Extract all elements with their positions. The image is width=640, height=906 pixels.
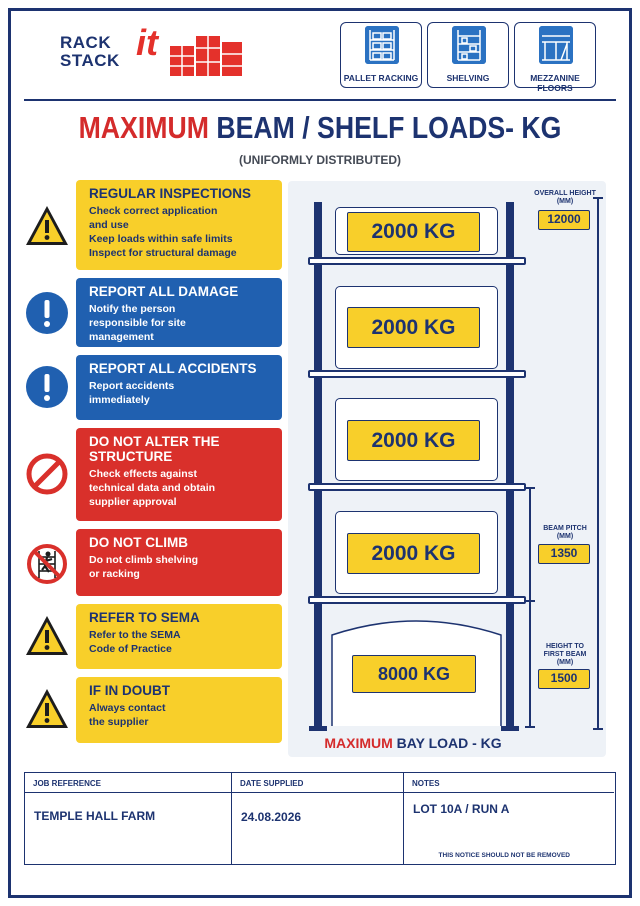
notice-body: Check effects against technical data and obtain supplier approval — [89, 468, 216, 508]
notice-report-accidents — [76, 355, 282, 420]
logo — [60, 22, 250, 80]
warning-triangle-icon — [24, 686, 70, 732]
notice-do-not-alter — [76, 428, 282, 521]
logo-boxes-icon — [168, 30, 244, 78]
notice-heading: REGULAR INSPECTIONS — [89, 186, 252, 201]
title-emphasis: MAXIMUM — [78, 110, 209, 145]
rack-beam — [308, 596, 526, 604]
notes-value: LOT 10A / RUN A — [413, 802, 510, 816]
rack-beam — [308, 257, 526, 265]
pallet-racking-icon — [365, 26, 399, 64]
job-info-table — [24, 772, 616, 865]
beam-pitch-line — [529, 487, 531, 727]
beam-load-level-4: 2000 KG — [347, 533, 480, 574]
header-divider — [24, 99, 616, 101]
beam-load-base: 8000 KG — [352, 655, 476, 693]
notice-heading: REPORT ALL DAMAGE — [89, 284, 239, 299]
page-title — [45, 110, 595, 146]
notes-header: NOTES — [404, 773, 614, 793]
overall-height-value: 12000 — [538, 210, 590, 230]
mandatory-exclamation-icon — [24, 290, 70, 336]
logo-line1: RACK — [60, 33, 112, 52]
notice-heading: DO NOT ALTER THE STRUCTURE — [89, 434, 220, 464]
date-supplied-header: DATE SUPPLIED — [232, 773, 403, 793]
warning-triangle-icon — [24, 203, 70, 249]
category-pallet-racking — [340, 22, 422, 88]
notice-body: Check correct application and use Keep loads within safe limits Inspect for structural damage — [89, 205, 237, 259]
notice-body: Refer to the SEMA Code of Practice — [89, 629, 181, 655]
notice-heading: DO NOT CLIMB — [89, 535, 188, 550]
warning-triangle-icon — [24, 613, 70, 659]
dimension-tick — [525, 726, 535, 728]
job-reference-value: TEMPLE HALL FARM — [34, 809, 156, 823]
category-label: SHELVING — [446, 73, 490, 83]
rack-beam — [308, 483, 526, 491]
beam-load-level-1: 2000 KG — [347, 212, 480, 252]
notice-body: Notify the person responsible for site management — [89, 303, 186, 343]
dimension-tick — [525, 487, 535, 489]
notice-heading: REFER TO SEMA — [89, 610, 200, 625]
category-mezzanine — [514, 22, 596, 93]
rack-upright-left — [314, 202, 322, 729]
mandatory-exclamation-icon — [24, 364, 70, 410]
category-label: PALLET RACKING — [343, 73, 419, 83]
logo-mark: it — [136, 22, 158, 63]
bay-load-emphasis: MAXIMUM — [324, 735, 393, 751]
first-beam-value: 1500 — [538, 669, 590, 689]
notes-column — [404, 773, 614, 864]
category-label: MEZZANINE FLOORS — [530, 73, 580, 93]
page-subtitle: (UNIFORMLY DISTRIBUTED) — [239, 153, 401, 167]
bay-load-caption — [288, 735, 538, 751]
mezzanine-icon — [539, 26, 573, 64]
rack-beam — [308, 370, 526, 378]
notice-body: Report accidents immediately — [89, 380, 175, 406]
beam-pitch-value: 1350 — [538, 544, 590, 564]
rack-foot-right — [501, 726, 519, 731]
dimension-tick — [525, 600, 535, 602]
beam-load-level-3: 2000 KG — [347, 420, 480, 461]
notice-do-not-climb — [76, 529, 282, 596]
first-beam-label: HEIGHT TO FIRST BEAM (MM) — [543, 643, 587, 666]
notice-refer-to-sema — [76, 604, 282, 669]
logo-line2: STACK — [60, 51, 120, 70]
no-climbing-icon — [24, 541, 70, 587]
overall-height-label: OVERALL HEIGHT (MM) — [534, 190, 596, 205]
footer-note: THIS NOTICE SHOULD NOT BE REMOVED — [438, 852, 570, 859]
date-supplied-column — [232, 773, 404, 864]
job-reference-header: JOB REFERENCE — [25, 773, 231, 793]
notice-body: Always contact the supplier — [89, 702, 166, 728]
job-reference-column — [25, 773, 232, 864]
dimension-tick — [593, 728, 603, 730]
notice-report-damage — [76, 278, 282, 347]
notice-heading: REPORT ALL ACCIDENTS — [89, 361, 257, 376]
title-rest: BEAM / SHELF LOADS- KG — [208, 110, 562, 145]
notice-heading: IF IN DOUBT — [89, 683, 170, 698]
category-shelving — [427, 22, 509, 88]
notice-body: Do not climb shelving or racking — [89, 554, 199, 580]
beam-pitch-label: BEAM PITCH (MM) — [543, 525, 587, 540]
date-supplied-value: 24.08.2026 — [241, 810, 302, 824]
bay-load-rest: BAY LOAD - KG — [392, 735, 502, 751]
beam-load-level-2: 2000 KG — [347, 307, 480, 348]
notice-if-in-doubt — [76, 677, 282, 743]
shelving-icon — [452, 26, 486, 64]
prohibition-icon — [24, 451, 70, 497]
notice-regular-inspections — [76, 180, 282, 270]
rack-foot-left — [309, 726, 327, 731]
rack-upright-right — [506, 202, 514, 729]
